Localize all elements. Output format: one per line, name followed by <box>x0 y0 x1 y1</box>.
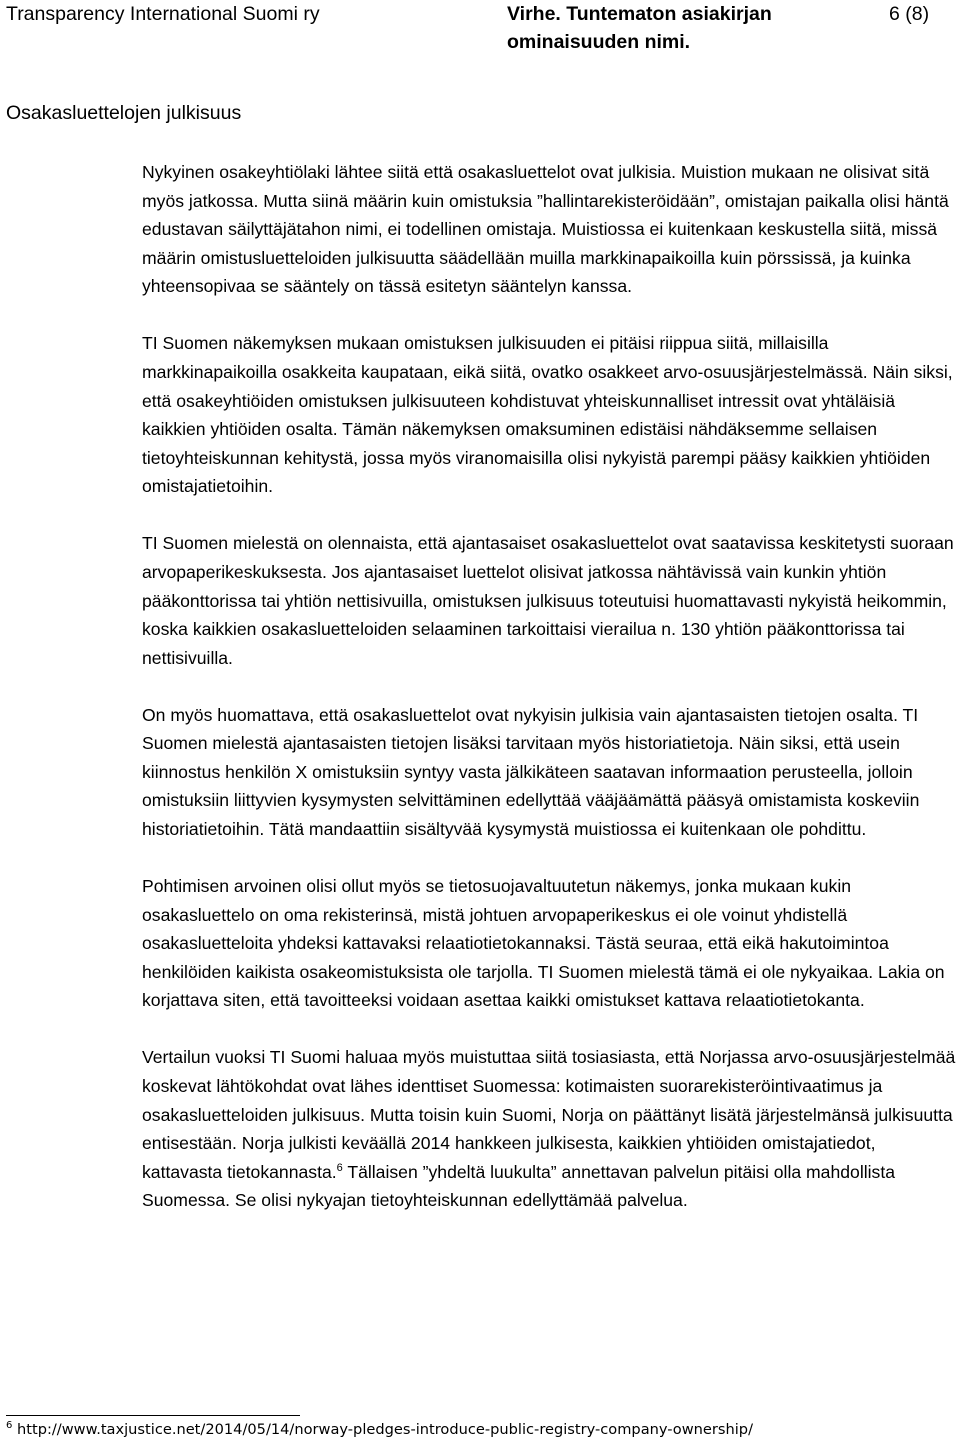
body-text <box>142 158 958 1243</box>
header-error-text: Virhe. Tuntematon asiakirjan ominaisuuden nimi. <box>507 3 772 53</box>
footnote-separator <box>6 1415 300 1416</box>
paragraph: TI Suomen näkemyksen mukaan omistuksen julkisuuden ei pitäisi riippua siitä, millaisilla markkinapaikoilla osakkeita kaupataan, eikä siitä, ovatko osakkeet arvo-osuusjärjestelmässä. Näin siksi, että osakeyhtiöiden omistuksen julkisuuteen kohdistuvat yhteiskunnalliset intressit ovat yhtäläisiä kaikkien yhtiöiden osalta. Tämän näkemyksen omaksuminen edistäisi nähdäksemme sellaisen tietoyhteiskunnan kehitystä, jossa myös viranomaisilla olisi nykyistä parempi pääsy kaikkien yhtiöiden omistajatietoihin. <box>142 333 953 497</box>
footnote <box>6 1418 753 1442</box>
paragraph: On myös huomattava, että osakasluettelot ovat nykyisin julkisia vain ajantasaisten tietojen osalta. TI Suomen mielestä ajantasaisten tietojen lisäksi tarvitaan myös historiatietoja. Näin siksi, että usein kiinnostus henkilön X omistuksiin syntyy vasta jälkikäteen saatavan informaation perusteella, jolloin omistuksiin liittyvien kysymysten selvittäminen edellyttää vääjäämättä pääsyä omistamista koskeviin historiatietoihin. Tätä mandaattiin sisältyvää kysymystä muistiossa ei kuitenkaan ole pohdittu. <box>142 704 920 840</box>
paragraph-text-before-ref: Vertailun vuoksi TI Suomi haluaa myös muistuttaa siitä tosiasiasta, että Norjassa arvo-osuusjärjestelmää koskevat lähtökohdat ovat lähes identtiset Suomessa: kotimaisten suorarekisteröintivaatimus ja osakasluetteloiden julkisuus. Mutta toisin kuin Suomi, Norja on päättänyt lisätä järjestelmänsä julkisuutta entisestään. Norja julkisti keväällä 2014 hankkeen julkisesta, kaikkien yhtiöiden omistajatiedot, kattavasta tietokannasta. <box>142 1047 956 1182</box>
paragraph-text-after-ref: Tällaisen ”yhdeltä luukulta” annettavan palvelun pitäisi olla mahdollista Suomessa. Se olisi nykyajan tietoyhteiskunnan edellyttämää palvelua. <box>142 1161 896 1211</box>
paragraph: TI Suomen mielestä on olennaista, että ajantasaiset osakasluettelot ovat saatavissa keskitetysti suoraan arvopaperikeskuksesta. Jos ajantasaiset luettelot olisivat jatkossa nähtävissä vain kunkin yhtiön pääkonttorissa tai yhtiön nettisivuilla, omistuksen julkisuus toteutuisi huomattavasti nykyistä heikommin, koska kaikkien osakasluetteloiden selaaminen tarkoittaisi vierailua n. 130 yhtiön pääkonttorissa tai nettisivuilla. <box>142 533 954 668</box>
footnote-url[interactable]: http://www.taxjustice.net/2014/05/14/norway-pledges-introduce-public-registry-company-ownership/ <box>12 1421 753 1438</box>
footnote-number: 6 <box>6 1420 13 1432</box>
header-page-number: 6 (8) <box>889 3 930 25</box>
header-organization: Transparency International Suomi ry <box>6 3 320 25</box>
section-title: Osakasluettelojen julkisuus <box>6 102 242 124</box>
paragraph-with-footnote-ref <box>142 1043 958 1215</box>
footnote-reference[interactable]: 6 <box>336 1161 343 1174</box>
paragraph: Pohtimisen arvoinen olisi ollut myös se tietosuojavaltuutetun näkemys, jonka mukaan kukin osakasluettelo on oma rekisterinsä, mistä johtuen arvopaperikeskus ei ole voinut yhdistellä osakasluetteloita yhdeksi kattavaksi relaatiotietokannaksi. Tästä seuraa, että eikä hakutoimintoa henkilöiden kaikista osakeomistuksista ole tarjolla. TI Suomen mielestä tämä ei ole nykyaikaa. Lakia on korjattava siten, että tavoitteeksi voidaan asettaa kaikki omistukset kattava relaatiotietokanta. <box>142 876 945 1011</box>
paragraph: Nykyinen osakeyhtiölaki lähtee siitä että osakasluettelot ovat julkisia. Muistion mukaan ne olisivat sitä myös jatkossa. Mutta siinä määrin kuin omistuksia ”hallintarekisteröidään”, omistajan paikalla olisi häntä edustavan säilyttäjätahon nimi, ei todellinen omistaja. Muistiossa ei kuitenkaan keskustella siitä, missä määrin omistusluetteloiden julkisuutta säädellään muilla markkinapaikoilla kuin pörssissä, ja kuinka yhteensopivaa se sääntely on tässä esitetyn sääntelyn kanssa. <box>142 162 949 297</box>
